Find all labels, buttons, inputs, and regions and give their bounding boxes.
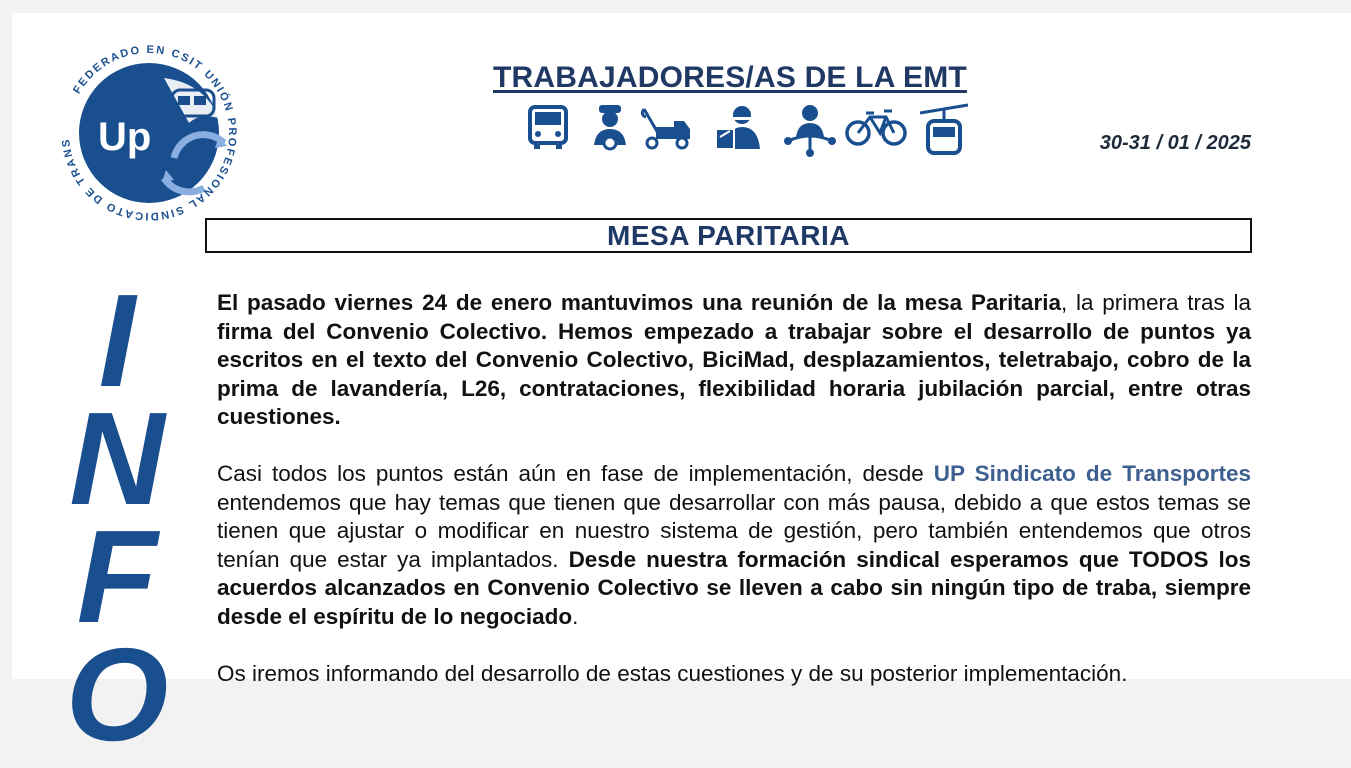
driver-icon — [588, 103, 632, 151]
p2-text-b: entendemos que hay temas que tienen que desarrollar con más pausa, debido a que estos temas se tienen que ajustar o modificar en nuestro sistema de gestión, pero también entendemos que otros tenían que estar ya implantados. — [217, 489, 1251, 572]
p2-text-end: . — [572, 603, 579, 629]
union-logo — [54, 38, 244, 228]
p1-bold-intro: El pasado viernes 24 de enero mantuvimos una reunión de la mesa Paritaria — [217, 290, 1061, 315]
info-side-banner — [62, 267, 172, 768]
side-letter-n: N — [69, 385, 165, 532]
document-title: TRABAJADORES/AS DE LA EMT — [493, 61, 967, 94]
p2-text-a: Casi todos los puntos están aún en fase de implementación, desde — [217, 460, 934, 486]
p1-bold-body: firma del Convenio Colectivo. Hemos empezado a trabajar sobre el desarrollo de puntos ya escritos en el texto del Convenio Colectivo, BiciMad, desplazamientos, teletrabajo, cobro de la prima de lavandería, L26, contrataciones, flexibilidad horaria jubilación parcial, entre otras cuestiones. — [217, 318, 1251, 430]
cable-car-icon — [918, 103, 970, 159]
paragraph-2 — [217, 460, 1251, 632]
inspector-icon — [712, 103, 764, 151]
document-date: 30-31 / 01 / 2025 — [1099, 132, 1251, 154]
side-letter-f: F — [76, 503, 158, 650]
document-body — [217, 289, 1251, 716]
document-page — [12, 13, 1351, 768]
p2-union-name: UP Sindicato de Transportes — [933, 460, 1251, 486]
side-letter-i: I — [98, 267, 136, 414]
side-letter-o: O — [65, 621, 169, 768]
logo-ring-text: FEDERADO EN CSIT UNIÓN PROFESIONAL SINDICATO DE TRANS — [60, 43, 239, 223]
network-person-icon — [782, 103, 838, 159]
paragraph-3 — [217, 660, 1251, 689]
p2-bold-statement: Desde nuestra formación sindical esperamos que TODOS los acuerdos alcanzados en Convenio Colectivo se lleven a cabo sin ningún tipo de traba, siempre desde el espíritu de lo negociado — [217, 546, 1251, 629]
transport-icons-row — [526, 103, 956, 159]
p3-text: Os iremos informando del desarrollo de estas cuestiones y de su posterior implementación. — [217, 660, 1128, 686]
tow-truck-icon — [638, 103, 694, 151]
bus-icon — [526, 103, 570, 151]
section-title-box — [205, 218, 1252, 253]
logo-up-text: Up — [98, 115, 152, 159]
bicycle-icon — [844, 103, 908, 151]
paragraph-1 — [217, 289, 1251, 432]
section-title: MESA PARITARIA — [607, 219, 850, 251]
p1-text: , la primera tras la — [1060, 290, 1251, 315]
